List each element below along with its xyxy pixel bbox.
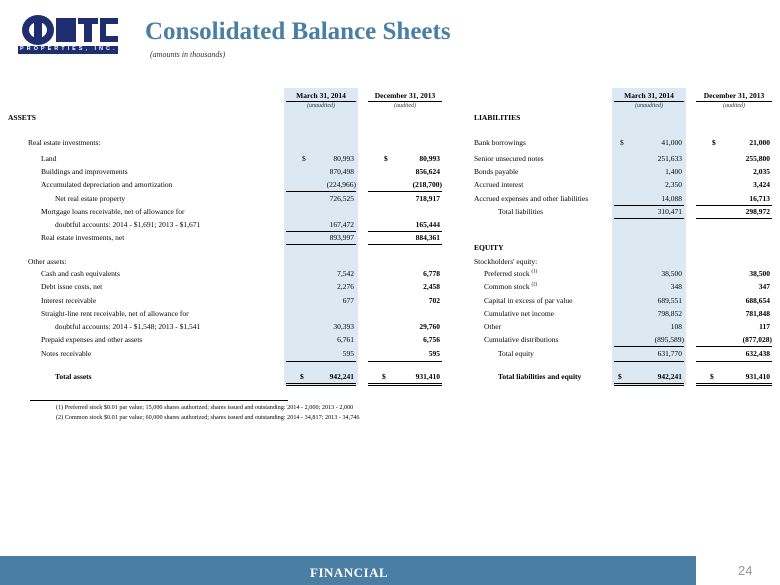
logo-text [0,0,1,1]
equity-value-2014: 38,500 [661,269,682,278]
total-liabilities-equity-2013: 931,410 [745,372,770,381]
liability-value-2013: 298,972 [745,207,770,216]
equity-value-2013: 632,438 [745,349,770,358]
page-subtitle: (amounts in thousands) [150,50,226,59]
currency-symbol: $ [618,372,622,381]
assets-heading: ASSETS [8,113,36,122]
equity-label: Cumulative net income [484,309,554,318]
currency-symbol: $ [710,372,714,381]
equity-value-2014: 631,770 [657,349,682,358]
currency-symbol: $ [382,372,386,381]
equity-value-2013: 38,500 [749,269,770,278]
total-assets-2014: 942,241 [329,372,354,381]
liability-value-2014: 41,000 [661,138,682,147]
asset-label: Buildings and improvements [41,167,128,176]
liability-label: Accrued interest [474,180,524,189]
asset-label: Net real estate property [55,194,126,203]
equity-value-2013: 347 [758,282,770,291]
asset-label: Debt issue costs, net [41,282,103,291]
currency-symbol: $ [620,138,624,147]
asset-value-2013: 80,993 [419,154,440,163]
equity-label: Common stock $^{(2)}$ [484,282,538,291]
equity-value-2014: (895,589) [654,335,684,344]
liability-label: Senior unsecured notes [474,154,544,163]
right-col1-header: March 31, 2014 [624,91,674,100]
footnote-1: (1) Preferred stock $0.01 par value; 15,000 shares authorized; shares issued and outstanding: 2014 - 2,000; 2013 - 2,000 [56,404,354,411]
page-number: 24 [738,563,753,578]
liability-value-2013: 21,000 [749,138,770,147]
asset-label: Mortgage loans receivable, net of allowance for [41,207,185,216]
currency-symbol: $ [300,372,304,381]
liability-value-2013: 3,424 [753,180,770,189]
asset-label: Real estate investments, net [41,233,125,242]
liability-value-2014: 1,400 [665,167,682,176]
right-col1-sub: (unaudited) [635,103,663,109]
liability-label: Accrued expenses and other liabilities [474,194,589,203]
total-assets-label: Total assets [55,372,92,381]
asset-label: Prepaid expenses and other assets [41,335,143,344]
liability-label: Total liabilities [498,207,544,216]
asset-value-2013: 2,458 [423,282,440,291]
liabilities-heading: LIABILITIES [474,113,521,122]
asset-value-2014: 167,472 [329,220,354,229]
asset-label: Real estate investments: [28,138,101,147]
asset-label: Interest receivable [41,296,97,305]
equity-label: Preferred stock $^{(1)}$ [484,269,538,278]
currency-symbol: $ [384,154,388,163]
asset-label: Other assets: [28,257,67,266]
asset-value-2014: 595 [342,349,354,358]
equity-label: Total equity [498,349,534,358]
asset-value-2014: 893,997 [329,233,354,242]
equity-heading: EQUITY [474,243,504,252]
left-col1-header: March 31, 2014 [296,91,346,100]
asset-label: Land [41,154,57,163]
liability-value-2013: 255,800 [745,154,770,163]
page-title: Consolidated Balance Sheets [145,18,451,45]
footnote-divider [30,400,288,401]
total-liabilities-equity-label: Total liabilities and equity [498,372,582,381]
asset-value-2014: 726,525 [329,194,354,203]
liability-value-2014: 2,350 [665,180,682,189]
asset-value-2013: 856,624 [415,167,440,176]
asset-label: Straight-line rent receivable, net of allowance for [41,309,189,318]
asset-value-2013: 165,444 [415,220,440,229]
asset-value-2013: 718,917 [415,194,440,203]
asset-label: doubtful accounts: 2014 - $1,691; 2013 - $1,671 [55,220,201,229]
liability-value-2014: 251,633 [657,154,682,163]
liability-label: Bank borrowings [474,138,526,147]
right-col2-header: December 31, 2013 [703,91,765,100]
asset-label: Accumulated depreciation and amortization [41,180,173,189]
equity-value-2013: (877,028) [742,335,772,344]
equity-value-2014: 689,551 [657,296,682,305]
equity-label: Capital in excess of par value [484,296,573,305]
asset-value-2014: 870,498 [329,167,354,176]
liability-value-2014: 14,088 [661,194,682,203]
liability-value-2013: 2,035 [753,167,770,176]
right-col2-sub: (audited) [723,103,745,109]
logo-subtext: PROPERTIES, INC. [20,46,118,52]
asset-value-2014: 6,761 [337,335,354,344]
asset-value-2014: (224,966) [326,180,356,189]
asset-value-2013: 29,760 [419,322,440,331]
equity-value-2013: 117 [759,322,770,331]
asset-value-2014: 30,393 [333,322,354,331]
equity-label: Other [484,322,502,331]
liability-value-2013: 16,713 [749,194,770,203]
equity-label: Cumulative distributions [484,335,559,344]
liability-value-2014: 310,471 [657,207,682,216]
asset-value-2013: 6,778 [423,269,440,278]
asset-value-2013: 595 [428,349,440,358]
asset-value-2014: 677 [342,296,354,305]
equity-value-2014: 798,852 [657,309,682,318]
currency-symbol: $ [712,138,716,147]
asset-value-2014: 2,276 [337,282,354,291]
left-col2-sub: (audited) [394,103,416,109]
left-col1-sub: (unaudited) [307,103,335,109]
equity-value-2013: 781,848 [745,309,770,318]
asset-label: Cash and cash equivalents [41,269,120,278]
left-col2-header: December 31, 2013 [374,91,436,100]
total-liabilities-equity-2014: 942,241 [657,372,682,381]
total-assets-2013: 931,410 [415,372,440,381]
asset-value-2013: 884,361 [415,233,440,242]
asset-label: doubtful accounts: 2014 - $1,548; 2013 - $1,541 [55,322,201,331]
asset-value-2013: 6,756 [423,335,440,344]
asset-value-2014: 80,993 [333,154,354,163]
asset-value-2013: 702 [428,296,440,305]
equity-value-2014: 108 [670,322,682,331]
liability-label: Bonds payable [474,167,519,176]
currency-symbol: $ [302,154,306,163]
equity-label: Stockholders' equity: [474,257,538,266]
footnote-2: (2) Common stock $0.01 par value; 60,000 shares authorized; shares issued and outstanding: 2014 - 34,817; 2013 - 34,746 [56,414,360,421]
footer-section-label: FINANCIAL [310,565,389,580]
asset-label: Notes receivable [41,349,92,358]
asset-value-2013: (218,700) [412,180,442,189]
equity-value-2014: 348 [670,282,682,291]
equity-value-2013: 688,654 [745,296,770,305]
asset-value-2014: 7,542 [337,269,354,278]
